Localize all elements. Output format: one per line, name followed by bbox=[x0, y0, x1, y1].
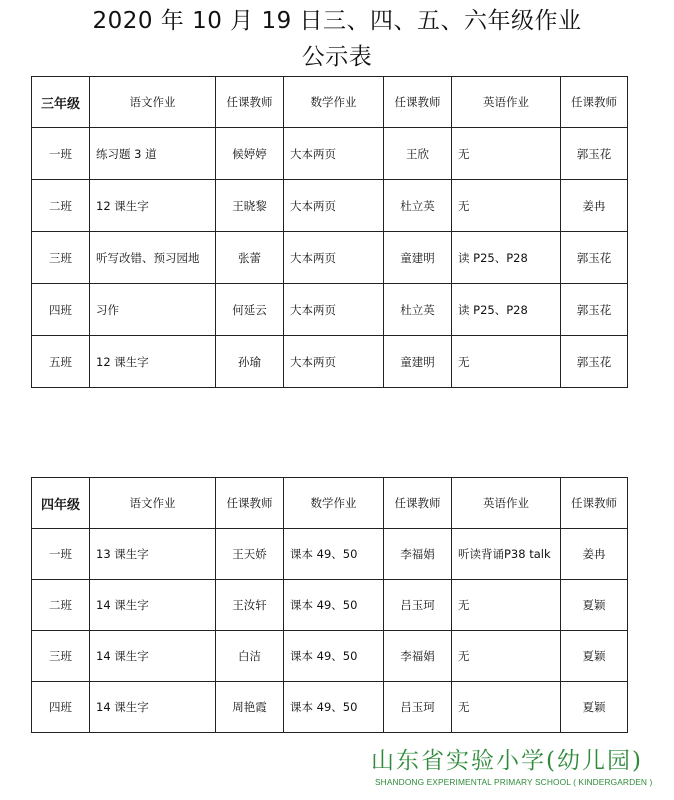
grade-label: 四年级 bbox=[32, 478, 90, 529]
table-cell: 何延云 bbox=[216, 284, 284, 336]
table-row bbox=[32, 284, 628, 336]
table-header-row bbox=[32, 77, 628, 128]
column-header: 任课教师 bbox=[384, 478, 452, 529]
table-cell: 郭玉花 bbox=[561, 336, 628, 388]
table-row bbox=[32, 232, 628, 284]
table-header-row bbox=[32, 478, 628, 529]
table-cell: 大本两页 bbox=[284, 128, 384, 180]
column-header: 英语作业 bbox=[452, 478, 561, 529]
table-cell: 课本 49、50 bbox=[284, 529, 384, 580]
column-header: 语文作业 bbox=[90, 77, 216, 128]
table-cell: 大本两页 bbox=[284, 180, 384, 232]
table-cell: 无 bbox=[452, 631, 561, 682]
table-cell: 杜立英 bbox=[384, 284, 452, 336]
table-cell: 童建明 bbox=[384, 336, 452, 388]
table-cell: 14 课生字 bbox=[90, 580, 216, 631]
table-row bbox=[32, 180, 628, 232]
table-cell: 夏颖 bbox=[561, 631, 628, 682]
column-header: 英语作业 bbox=[452, 77, 561, 128]
table-cell: 无 bbox=[452, 128, 561, 180]
class-label: 二班 bbox=[32, 180, 90, 232]
column-header: 任课教师 bbox=[561, 77, 628, 128]
page-title: 2020 年 10 月 19 日三、四、五、六年级作业 bbox=[92, 8, 582, 34]
table-row bbox=[32, 631, 628, 682]
table-cell: 王晓黎 bbox=[216, 180, 284, 232]
class-label: 三班 bbox=[32, 232, 90, 284]
school-logo bbox=[371, 746, 667, 788]
table-cell: 大本两页 bbox=[284, 232, 384, 284]
class-label: 五班 bbox=[32, 336, 90, 388]
table-cell: 王天娇 bbox=[216, 529, 284, 580]
table-cell: 姜冉 bbox=[561, 529, 628, 580]
table-cell: 习作 bbox=[90, 284, 216, 336]
table-cell: 无 bbox=[452, 682, 561, 733]
class-label: 一班 bbox=[32, 529, 90, 580]
class-label: 一班 bbox=[32, 128, 90, 180]
table-cell: 大本两页 bbox=[284, 284, 384, 336]
class-label: 二班 bbox=[32, 580, 90, 631]
table-row bbox=[32, 580, 628, 631]
table-cell: 杜立英 bbox=[384, 180, 452, 232]
table-cell: 李福娟 bbox=[384, 631, 452, 682]
table-cell: 吕玉珂 bbox=[384, 580, 452, 631]
table-cell: 13 课生字 bbox=[90, 529, 216, 580]
table-cell: 张蕾 bbox=[216, 232, 284, 284]
table-cell: 夏颖 bbox=[561, 580, 628, 631]
table-cell: 听读背诵P38 talk bbox=[452, 529, 561, 580]
table-cell: 周艳霞 bbox=[216, 682, 284, 733]
column-header: 数学作业 bbox=[284, 77, 384, 128]
grade3-homework-table bbox=[31, 76, 628, 388]
table-cell: 王汝轩 bbox=[216, 580, 284, 631]
grade4-homework-table bbox=[31, 477, 628, 733]
table-row bbox=[32, 128, 628, 180]
class-label: 四班 bbox=[32, 682, 90, 733]
table-cell: 无 bbox=[452, 580, 561, 631]
table-cell: 无 bbox=[452, 336, 561, 388]
table-cell: 郭玉花 bbox=[561, 284, 628, 336]
table-cell: 14 课生字 bbox=[90, 631, 216, 682]
table-row bbox=[32, 682, 628, 733]
school-name-en: SHANDONG EXPERIMENTAL PRIMARY SCHOOL ( KINDERGARDEN ) bbox=[375, 777, 653, 787]
table-cell: 课本 49、50 bbox=[284, 682, 384, 733]
class-label: 三班 bbox=[32, 631, 90, 682]
table-cell: 14 课生字 bbox=[90, 682, 216, 733]
column-header: 语文作业 bbox=[90, 478, 216, 529]
table-cell: 孙瑜 bbox=[216, 336, 284, 388]
school-name-cn: 山东省实验小学(幼儿园) bbox=[371, 748, 643, 774]
column-header: 任课教师 bbox=[561, 478, 628, 529]
table-cell: 王欣 bbox=[384, 128, 452, 180]
class-label: 四班 bbox=[32, 284, 90, 336]
table-cell: 白洁 bbox=[216, 631, 284, 682]
table-cell: 候婷婷 bbox=[216, 128, 284, 180]
table-cell: 课本 49、50 bbox=[284, 580, 384, 631]
table-cell: 郭玉花 bbox=[561, 128, 628, 180]
table-cell: 练习题 3 道 bbox=[90, 128, 216, 180]
table-row bbox=[32, 336, 628, 388]
table-cell: 姜冉 bbox=[561, 180, 628, 232]
table-cell: 夏颖 bbox=[561, 682, 628, 733]
column-header: 任课教师 bbox=[384, 77, 452, 128]
table-cell: 听写改错、预习园地 bbox=[90, 232, 216, 284]
column-header: 任课教师 bbox=[216, 77, 284, 128]
table-cell: 郭玉花 bbox=[561, 232, 628, 284]
table-cell: 课本 49、50 bbox=[284, 631, 384, 682]
column-header: 任课教师 bbox=[216, 478, 284, 529]
table-cell: 大本两页 bbox=[284, 336, 384, 388]
table-cell: 读 P25、P28 bbox=[452, 284, 561, 336]
table-cell: 无 bbox=[452, 180, 561, 232]
table-cell: 读 P25、P28 bbox=[452, 232, 561, 284]
table-cell: 李福娟 bbox=[384, 529, 452, 580]
grade-label: 三年级 bbox=[32, 77, 90, 128]
page-subtitle: 公示表 bbox=[301, 44, 373, 70]
table-cell: 吕玉珂 bbox=[384, 682, 452, 733]
table-cell: 12 课生字 bbox=[90, 336, 216, 388]
table-cell: 童建明 bbox=[384, 232, 452, 284]
table-row bbox=[32, 529, 628, 580]
column-header: 数学作业 bbox=[284, 478, 384, 529]
table-cell: 12 课生字 bbox=[90, 180, 216, 232]
